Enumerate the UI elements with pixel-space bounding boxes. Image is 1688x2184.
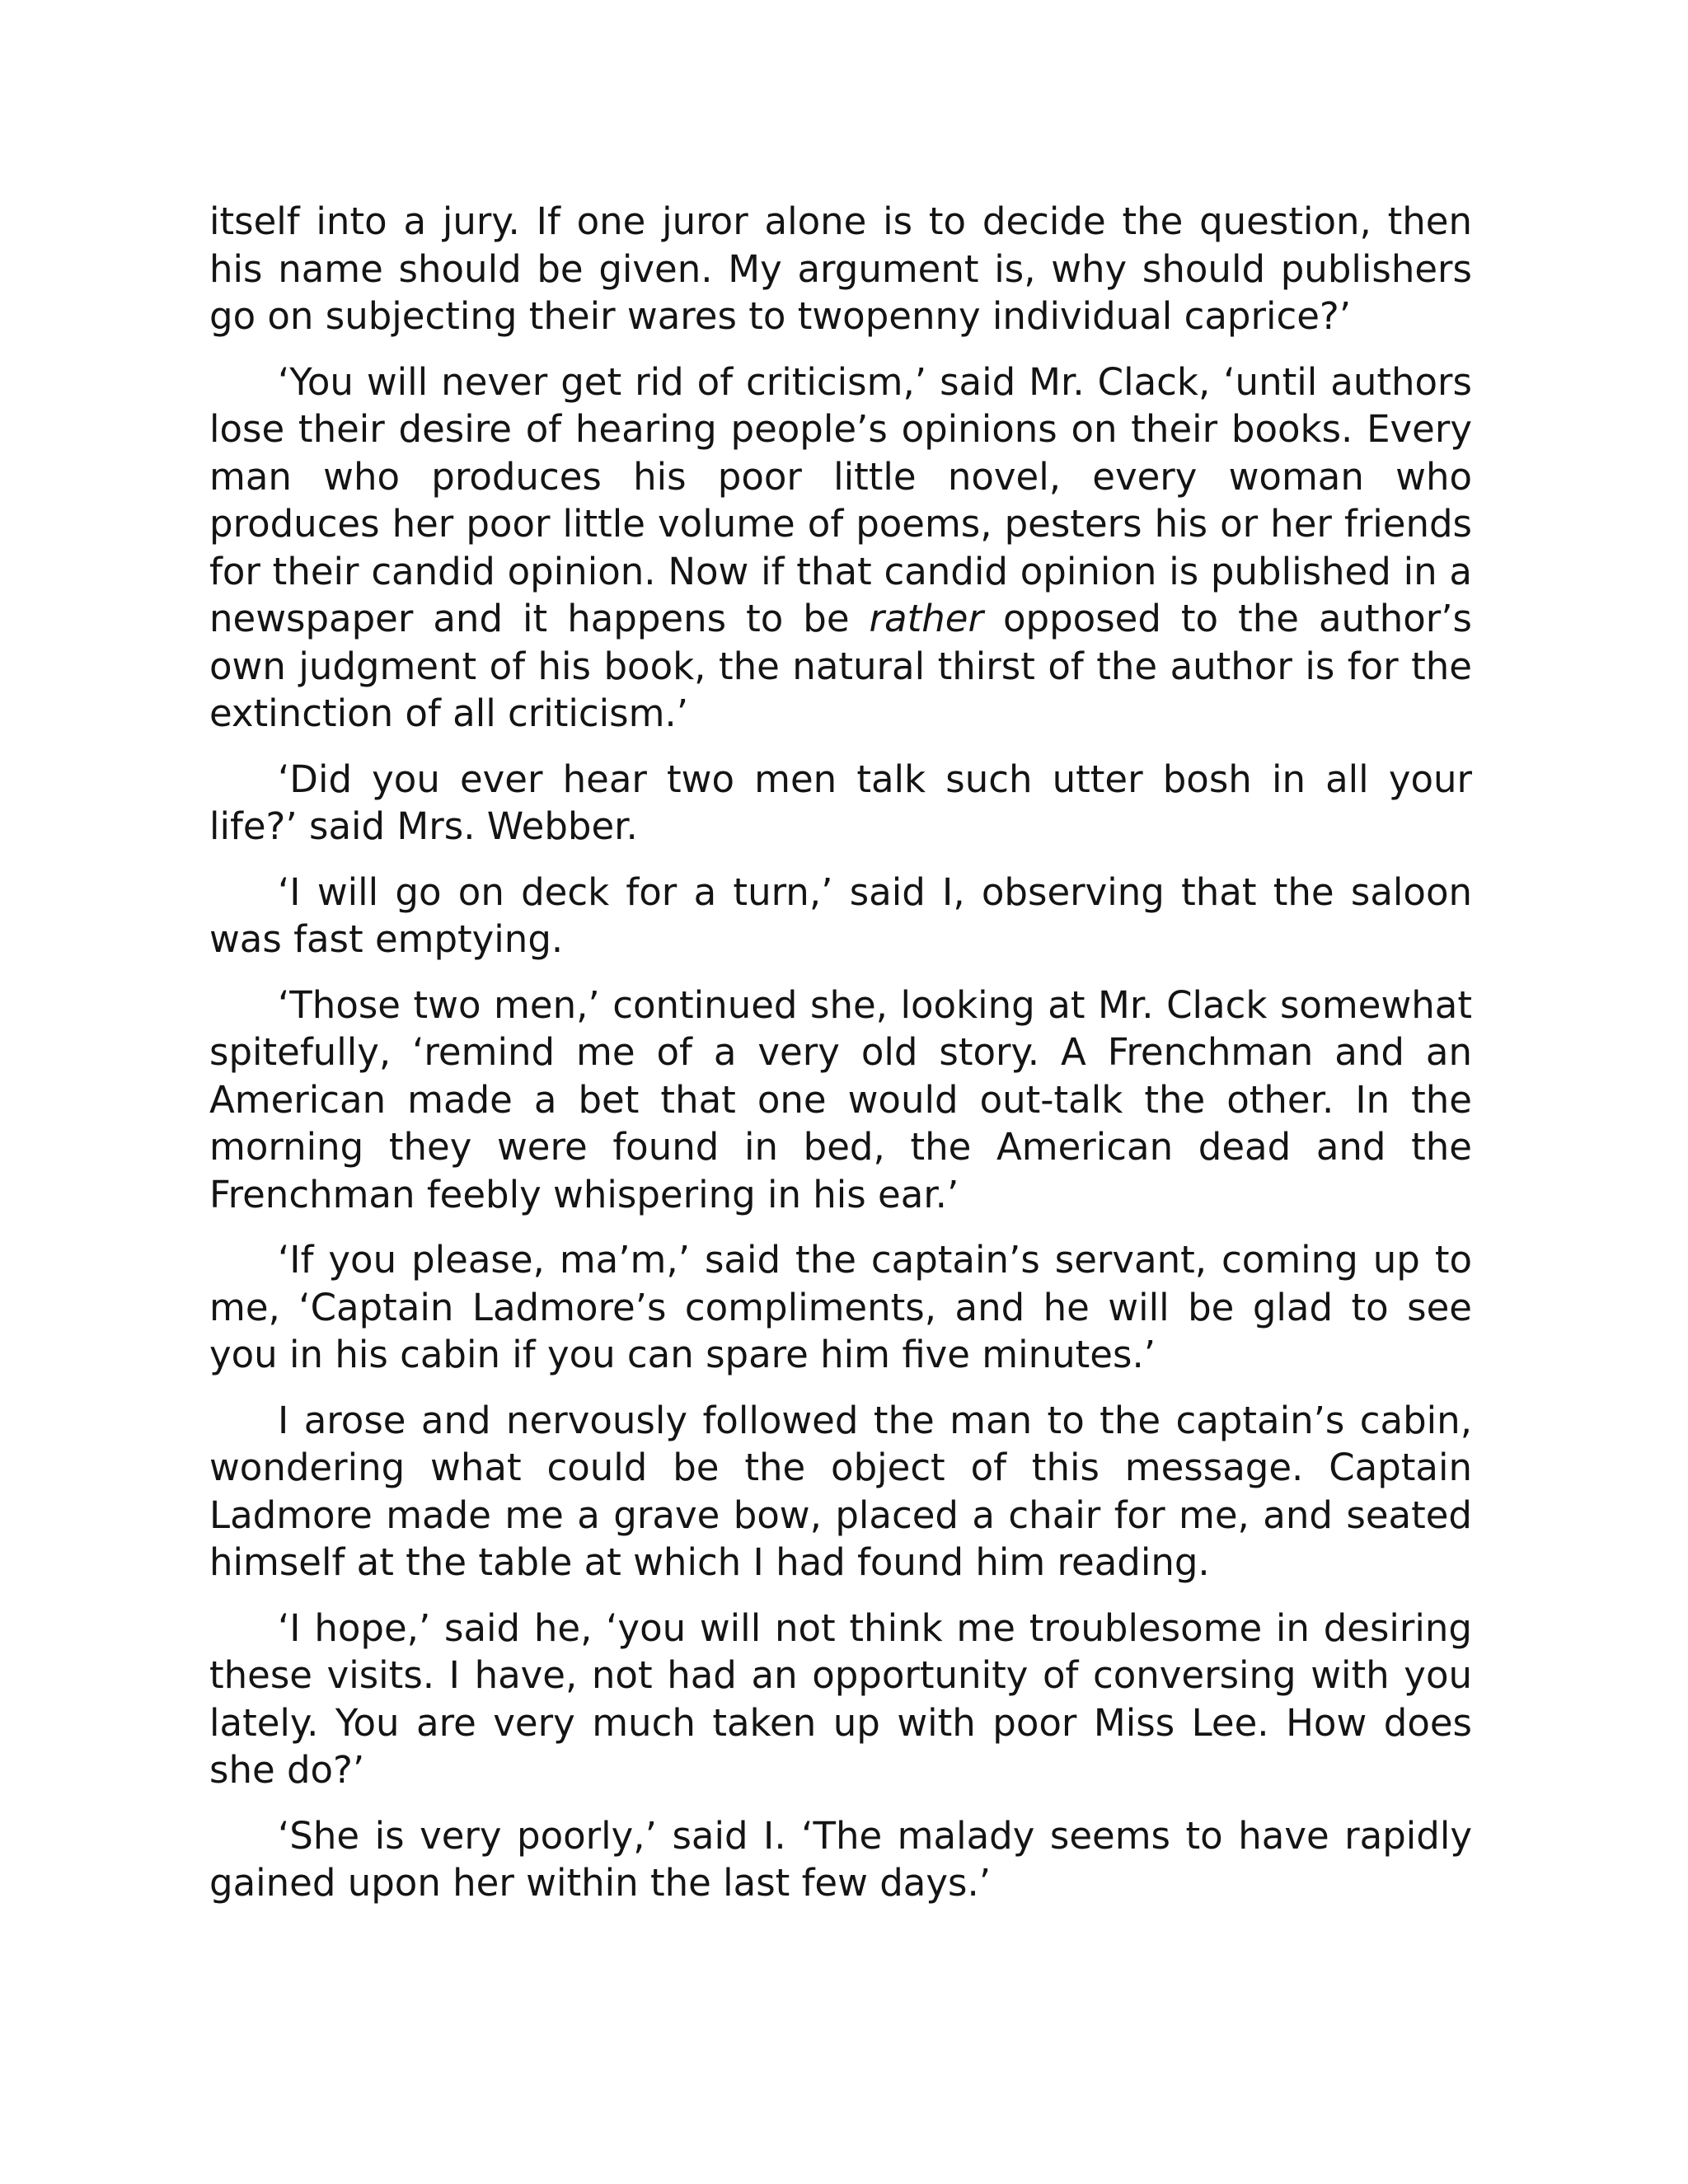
paragraph-text: ‘Those two men,’ continued she, looking at Mr. Clack somewhat spitefully, ‘remind me of a very old story. A Frenchman and an American made a bet that one would out-talk the other. In the morning they were found in bed, the American dead and the Frenchman feebly whispering in his ear.’: [209, 982, 1472, 1216]
paragraph: [209, 1812, 1472, 1907]
paragraph-text: ‘I hope,’ said he, ‘you will not think me troublesome in desiring these visits. I have, not had an opportunity of conversing with you lately. You are very much taken up with poor Miss Lee. How does she do?’: [209, 1605, 1472, 1792]
italic-emphasis: rather: [869, 597, 983, 640]
body-text: [209, 198, 1472, 1925]
paragraph-text: I arose and nervously followed the man to the captain’s cabin, wondering what could be the object of this message. Captain Ladmore made me a grave bow, placed a chair for me, and seated himself at the table at which I had found him reading.: [209, 1398, 1472, 1584]
paragraph: [209, 1605, 1472, 1794]
paragraph: [209, 982, 1472, 1219]
paragraph-text: ‘Did you ever hear two men talk such utter bosh in all your life?’ said Mrs. Webber.: [209, 757, 1472, 848]
paragraph: [209, 359, 1472, 738]
paragraph-text: itself into a jury. If one juror alone is to decide the question, then his name should be given. My argument is, why should publishers go on subjecting their wares to twopenny individual caprice?’: [209, 199, 1472, 338]
paragraph: [209, 1236, 1472, 1379]
paragraph: [209, 756, 1472, 851]
paragraph-text: ‘I will go on deck for a turn,’ said I, observing that the saloon was fast emptying.: [209, 869, 1472, 961]
paragraph: [209, 1397, 1472, 1586]
paragraph-text: ‘She is very poorly,’ said I. ‘The malady seems to have rapidly gained upon her within the last few days.’: [209, 1813, 1472, 1905]
paragraph-text: ‘If you please, ma’m,’ said the captain’s servant, coming up to me, ‘Captain Ladmore’s compliments, and he will be glad to see you in his cabin if you can spare him five minutes.’: [209, 1238, 1472, 1376]
paragraph: [209, 869, 1472, 963]
paragraph-text: opposed to the author’s own judgment of his book, the natural thirst of the author is for the extinction of all criticism.’: [209, 597, 1472, 735]
paragraph-text: ‘You will never get rid of criticism,’ said Mr. Clack, ‘until authors lose their desire of hearing people’s opinions on their books. Every man who produces his poor little novel, every woman who produces her poor little volume of poems, pesters his or her friends for their candid opinion. Now if that candid opinion is published in a newspaper and it happens to be: [209, 359, 1472, 640]
paragraph: [209, 198, 1472, 340]
